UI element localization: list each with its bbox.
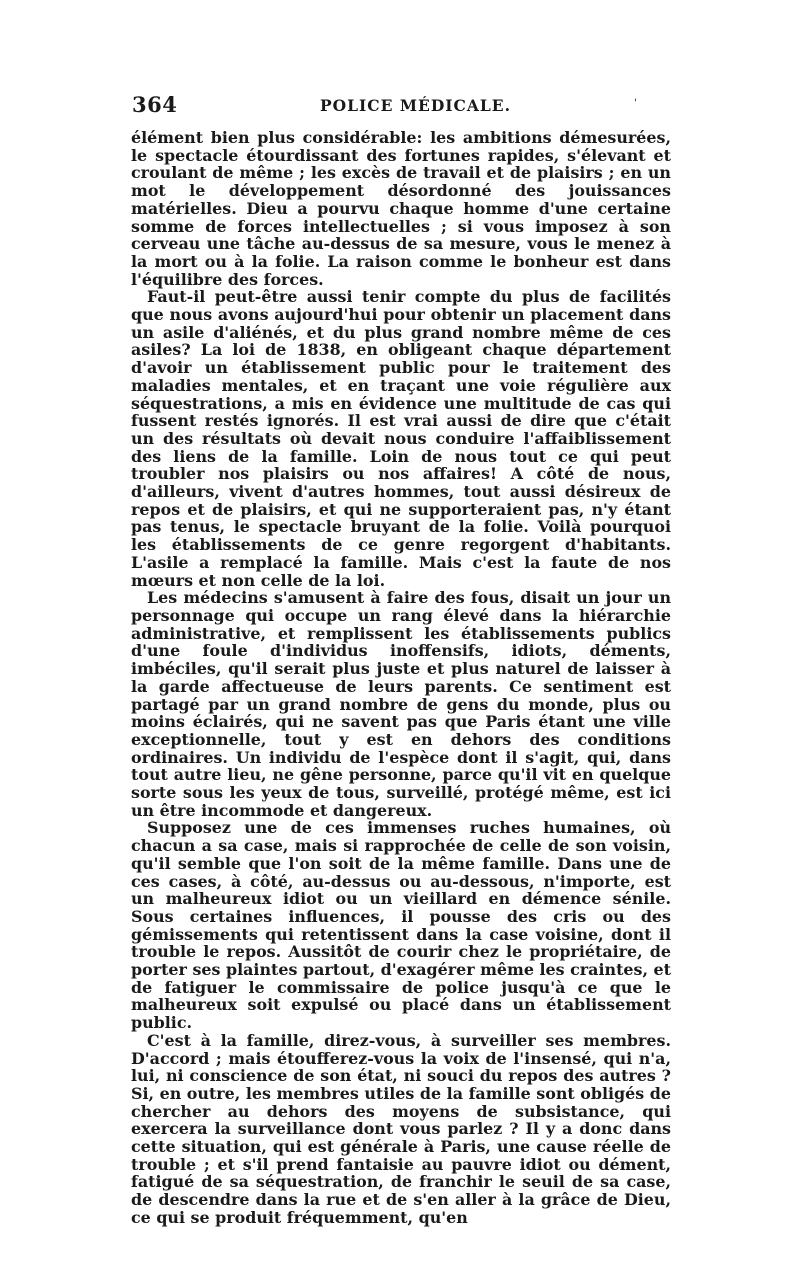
page-number: 364 — [132, 92, 178, 117]
paragraph: Supposez une de ces immenses ruches humaines, où chacun a sa case, mais si rapprochée de celle de son voisin, qu'il semble que l'on soit de la même famille. Dans une de ces cases, à côté, au-dessus ou au-dessous, n'importe, est un malheureux idiot ou un vieillard en démence sénile. Sous certaines influences, il pousse des cris ou des gémissements qui retentissent dans la case voisine, dont il trouble le repos. Aussitôt de courir chez le propriétaire, de porter ses plaintes partout, d'exagérer même les craintes, et de fatiguer le commissaire de police jusqu'à ce que le malheureux soit expulsé ou placé dans un établissement public. — [131, 818, 671, 1033]
paragraph: Faut-il peut-être aussi tenir compte du plus de facilités que nous avons aujourd'hui pour obtenir un placement dans un asile d'aliénés, et du plus grand nombre même de ces asiles? La loi de 1838, en obligeant chaque département d'avoir un établissement public pour le traitement des maladies mentales, et en traçant une voie régulière aux séquestrations, a mis en évidence une multitude de cas qui fussent restés ignorés. Il est vrai aussi de dire que c'était un des résultats où devait nous conduire l'affaiblissement des liens de la famille. Loin de nous tout ce qui peut troubler nos plaisirs ou nos affaires! A côté de nous, d'ailleurs, vivent d'autres hommes, tout aussi désireux de repos et de plaisirs, et qui ne supporteraient pas, n'y étant pas tenus, le spectacle bruyant de la folie. Voilà pourquoi les établissements de ce genre regorgent d'habitants. L'asile a remplacé la famille. Mais c'est la faute de nos mœurs et non celle de la loi. — [131, 287, 671, 590]
paragraph: C'est à la famille, direz-vous, à surveiller ses membres. D'accord ; mais étoufferez-vous la voix de l'insensé, qui n'a, lui, ni conscience de son état, ni souci du repos des autres ? Si, en outre, les membres utiles de la famille sont obligés de chercher au dehors des moyens de subsistance, qui exercera la surveillance dont vous parlez ? Il y a donc dans cette situation, qui est générale à Paris, une cause réelle de trouble ; et s'il prend fantaisie au pauvre idiot ou dément, fatigué de sa séquestration, de franchir le seuil de sa case, de descendre dans la rue et de s'en aller à la grâce de Dieu, ce qui se produit fréquemment, qu'en — [131, 1030, 671, 1227]
running-head: POLICE MÉDICALE. — [320, 96, 511, 115]
paragraph: Les médecins s'amusent à faire des fous, disait un jour un personnage qui occupe un rang élevé dans la hiérarchie administrative, et remplissent les établissements publics d'une foule d'individus inoffensifs, idiots, déments, imbéciles, qu'il serait plus juste et plus naturel de laisser à la garde affectueuse de leurs parents. Ce sentiment est partagé par un grand nombre de gens du monde, plus ou moins éclairés, qui ne savent pas que Paris étant une ville exceptionnelle, tout y est en dehors des conditions ordinaires. Un individu de l'espèce dont il s'agit, qui, dans tout autre lieu, ne gêne personne, parce qu'il vit en quelque sorte sous les yeux de tous, surveillé, protégé même, est ici un être incommode et dangereux. — [131, 588, 671, 820]
page-header — [132, 92, 672, 122]
header-mark: ' — [634, 98, 637, 109]
paragraph: élément bien plus considérable: les ambitions démesurées, le spectacle étourdissant des fortunes rapides, s'élevant et croulant de même ; les excès de travail et de plaisirs ; en un mot le développement désordonné des jouissances matérielles. Dieu a pourvu chaque homme d'une certaine somme de forces intellectuelles ; si vous imposez à son cerveau une tâche au-dessus de sa mesure, vous le menez à la mort ou à la folie. La raison comme le bonheur est dans l'équilibre des forces. — [131, 128, 671, 289]
body-text — [131, 129, 671, 1227]
